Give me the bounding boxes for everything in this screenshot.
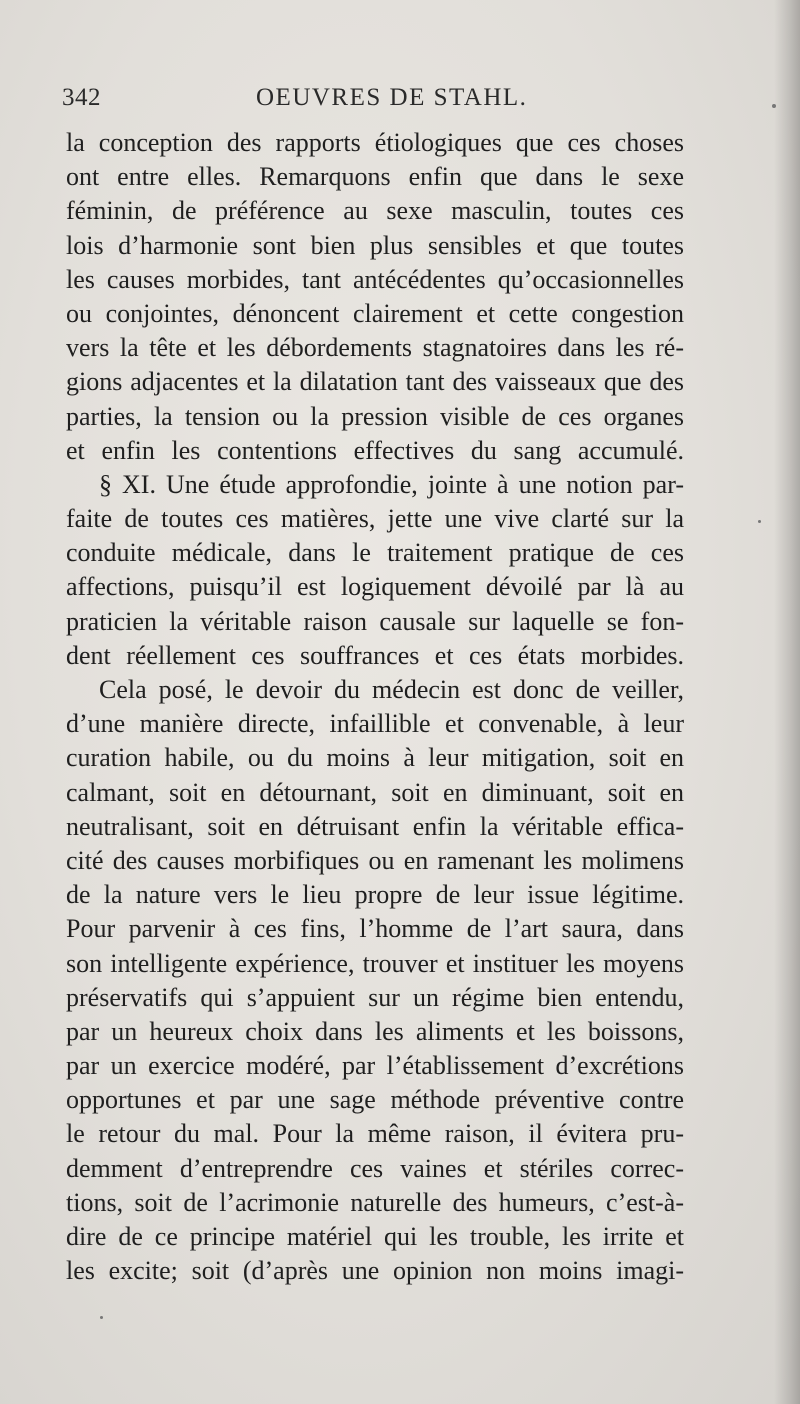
text-line: les causes morbides, tant antécédentes qu’occasionnelles: [66, 264, 684, 294]
text-line: le retour du mal. Pour la même raison, il évitera pru-: [66, 1119, 684, 1149]
text-line: affections, puisqu’il est logiquement dévoilé par là au: [66, 572, 684, 602]
text-line: de la nature vers le lieu propre de leur issue légitime.: [66, 880, 684, 910]
text-line: par un exercice modéré, par l’établissement d’excrétions: [66, 1051, 684, 1081]
text-line: calmant, soit en détournant, soit en diminuant, soit en: [66, 777, 684, 807]
paper-speck: [758, 520, 761, 523]
text-line: et enfin les contentions effectives du sang accumulé.: [66, 435, 684, 465]
text-line: neutralisant, soit en détruisant enfin la véritable effica-: [66, 811, 684, 841]
text-line: la conception des rapports étiologiques que ces choses: [66, 128, 684, 157]
text-line: gions adjacentes et la dilatation tant des vaisseaux que des: [66, 367, 684, 397]
text-line: les excite; soit (d’après une opinion non moins imagi-: [66, 1256, 684, 1286]
text-line: dent réellement ces souffrances et ces états morbides.: [66, 640, 684, 670]
text-line: curation habile, ou du moins à leur mitigation, soit en: [66, 743, 684, 773]
text-line: son intelligente expérience, trouver et instituer les moyens: [66, 948, 684, 978]
text-line: ont entre elles. Remarquons enfin que dans le sexe: [66, 162, 684, 192]
text-line: conduite médicale, dans le traitement pratique de ces: [66, 538, 684, 568]
text-line: Cela posé, le devoir du médecin est donc de veiller,: [99, 675, 684, 704]
text-line: lois d’harmonie sont bien plus sensibles et que toutes: [66, 230, 684, 260]
text-line: dire de ce principe matériel qui les trouble, les irrite et: [66, 1222, 684, 1251]
page-gutter-shadow: [774, 0, 800, 1404]
text-line: Pour parvenir à ces fins, l’homme de l’art saura, dans: [66, 914, 684, 944]
text-line: préservatifs qui s’appuient sur un régime bien entendu,: [66, 982, 684, 1012]
text-line: faite de toutes ces matières, jette une vive clarté sur la: [66, 504, 684, 534]
paper-speck: [772, 104, 776, 108]
text-line: vers la tête et les débordements stagnatoires dans les ré-: [66, 333, 684, 363]
text-line: ou conjointes, dénoncent clairement et cette congestion: [66, 298, 684, 328]
text-line: praticien la véritable raison causale sur laquelle se fon-: [66, 606, 684, 636]
text-line: demment d’entreprendre ces vaines et stériles correc-: [66, 1153, 684, 1183]
text-line: § XI. Une étude approfondie, jointe à une notion par-: [99, 469, 684, 499]
text-line: opportunes et par une sage méthode préventive contre: [66, 1085, 684, 1115]
text-line: tions, soit de l’acrimonie naturelle des humeurs, c’est-à-: [66, 1187, 684, 1217]
running-head: OEUVRES DE STAHL.: [256, 84, 528, 111]
text-line: cité des causes morbifiques ou en ramenant les molimens: [66, 845, 684, 875]
text-line: par un heureux choix dans les aliments et les boissons,: [66, 1016, 684, 1046]
text-line: d’une manière directe, infaillible et convenable, à leur: [66, 709, 684, 739]
body-text: [66, 126, 684, 1288]
paper-speck: [100, 1316, 103, 1319]
text-line: parties, la tension ou la pression visible de ces organes: [66, 401, 684, 431]
page-number: 342: [62, 84, 101, 111]
text-line: féminin, de préférence au sexe masculin, toutes ces: [66, 196, 684, 226]
page-header: [62, 84, 682, 124]
